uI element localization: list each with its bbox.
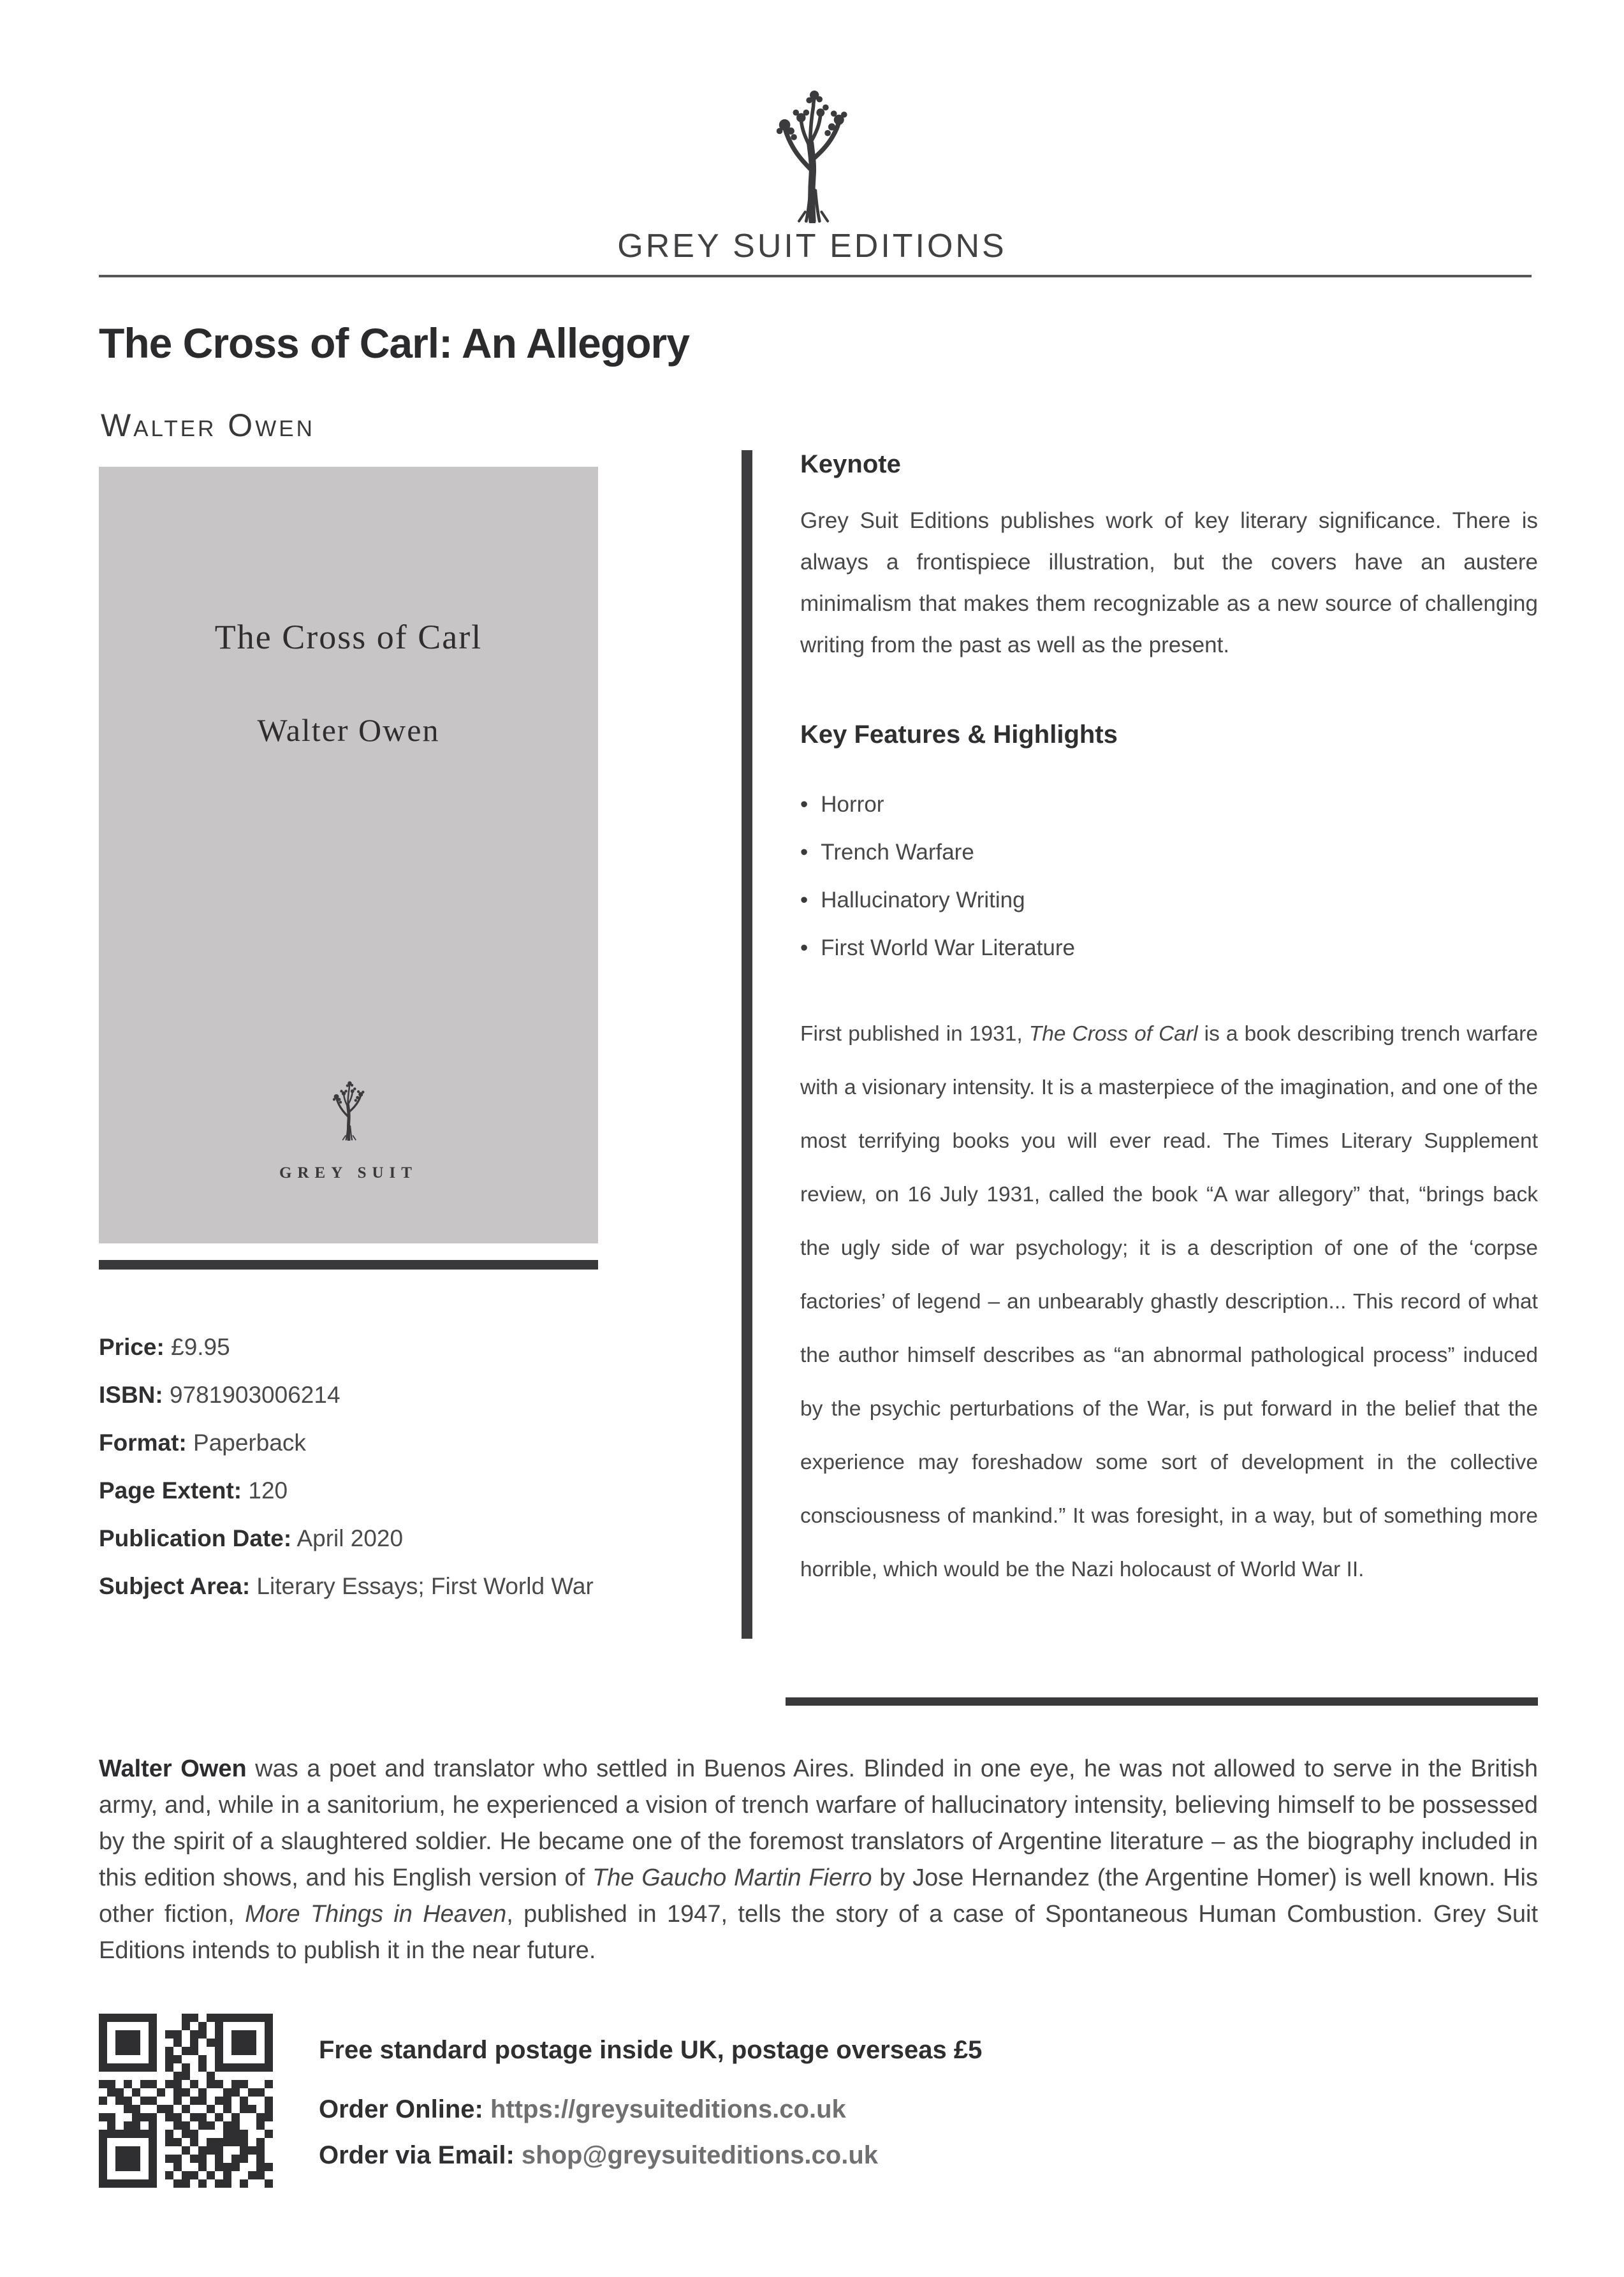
- order-email-address[interactable]: shop@greysuiteditions.co.uk: [521, 2141, 879, 2169]
- cover-logo: [99, 1080, 598, 1144]
- detail-value: Literary Essays; First World War: [256, 1573, 594, 1599]
- left-column: [99, 467, 598, 1610]
- feature-item: • First World War Literature: [800, 924, 1538, 972]
- ordering-info: [319, 2035, 982, 2186]
- publisher-name: GREY SUIT EDITIONS: [617, 228, 1007, 265]
- right-column-content: [742, 450, 1538, 1639]
- order-online-line: [319, 2095, 982, 2124]
- detail-value: £9.95: [171, 1334, 230, 1360]
- detail-row: [99, 1371, 598, 1419]
- detail-value: April 2020: [296, 1525, 404, 1551]
- detail-label: Price:: [99, 1334, 165, 1360]
- book-cover: [99, 467, 598, 1243]
- detail-row: [99, 1514, 598, 1562]
- detail-row: [99, 1562, 598, 1610]
- tree-logo-icon: [764, 88, 861, 223]
- detail-label: Subject Area:: [99, 1573, 251, 1599]
- detail-row: [99, 1419, 598, 1467]
- cover-imprint: GREY SUIT: [279, 1164, 418, 1182]
- section-divider: [786, 1697, 1538, 1706]
- qr-code: [99, 2014, 273, 2188]
- detail-label: Page Extent:: [99, 1477, 242, 1504]
- book-details: [99, 1323, 598, 1610]
- detail-value: Paperback: [193, 1430, 306, 1456]
- keynote-heading: Keynote: [800, 450, 901, 478]
- features-list: [800, 780, 1538, 972]
- detail-label: Publication Date:: [99, 1525, 292, 1551]
- cover-title: The Cross of Carl: [214, 618, 483, 656]
- book-description: First published in 1931, The Cross of Carl is a book describing trench warfare with a visionary intensity. It is a masterpiece of the imagination, and one of the most terrifying books you will ever read. The Times Literary Supplement review, on 16 July 1931, called the book “A war allegory” that, “brings back the ugly side of war psychology; it is a description of one of the ‘corpse factories’ of legend – an unbearably ghastly description... This record of what the author himself describes as “an abnormal pathological process” induced by the psychic perturbations of the War, is put forward in the belief that the experience may foreshadow some sort of development in the collective consciousness of mankind.” It was foresight, in a way, but of something more horrible, which would be the Nazi holocaust of World War II.: [800, 1022, 1538, 1581]
- author-biography: Walter Owen was a poet and translator who settled in Buenos Aires. Blinded in one eye, he was not allowed to serve in the British army, and, while in a sanitorium, he experienced a vision of trench warfare of hallucinatory intensity, believing himself to be possessed by the spirit of a slaughtered soldier. He became one of the foremost translators of Argentine literature – as the biography included in this edition shows, and his English version of The Gaucho Martin Fierro by Jose Hernandez (the Argentine Homer) is well known. His other fiction, More Things in Heaven, published in 1947, tells the story of a case of Spontaneous Human Combustion. Grey Suit Editions intends to publish it in the near future.: [99, 1755, 1539, 1964]
- page-title: The Cross of Carl: An Allegory: [99, 319, 689, 367]
- detail-label: ISBN:: [99, 1382, 163, 1408]
- header-divider: [99, 275, 1532, 277]
- feature-item: • Horror: [800, 780, 1538, 828]
- cover-divider: [99, 1260, 598, 1270]
- order-online-label: Order Online:: [319, 2095, 483, 2123]
- cover-author: Walter Owen: [257, 712, 440, 748]
- feature-item: • Hallucinatory Writing: [800, 876, 1538, 924]
- detail-value: 9781903006214: [170, 1382, 340, 1408]
- tree-logo-icon: [327, 1080, 370, 1141]
- order-email-label: Order via Email:: [319, 2141, 515, 2169]
- order-online-url[interactable]: https://greysuiteditions.co.uk: [490, 2095, 846, 2123]
- feature-item: • Trench Warfare: [800, 828, 1538, 876]
- book-author: Walter Owen: [101, 407, 315, 443]
- detail-value: 120: [248, 1477, 288, 1504]
- right-column: [742, 450, 1538, 1706]
- order-email-line: [319, 2141, 982, 2170]
- publisher-logo: [0, 88, 1624, 226]
- detail-row: [99, 1323, 598, 1371]
- features-heading: Key Features & Highlights: [800, 721, 1118, 749]
- detail-row: [99, 1467, 598, 1514]
- keynote-text: Grey Suit Editions publishes work of key literary significance. There is always a frontispiece illustration, but the covers have an austere minimalism that makes them recognizable as a new source of challenging writing from the past as well as the present.: [800, 508, 1538, 657]
- postage-note: Free standard postage inside UK, postage overseas £5: [319, 2036, 983, 2064]
- detail-label: Format:: [99, 1430, 187, 1456]
